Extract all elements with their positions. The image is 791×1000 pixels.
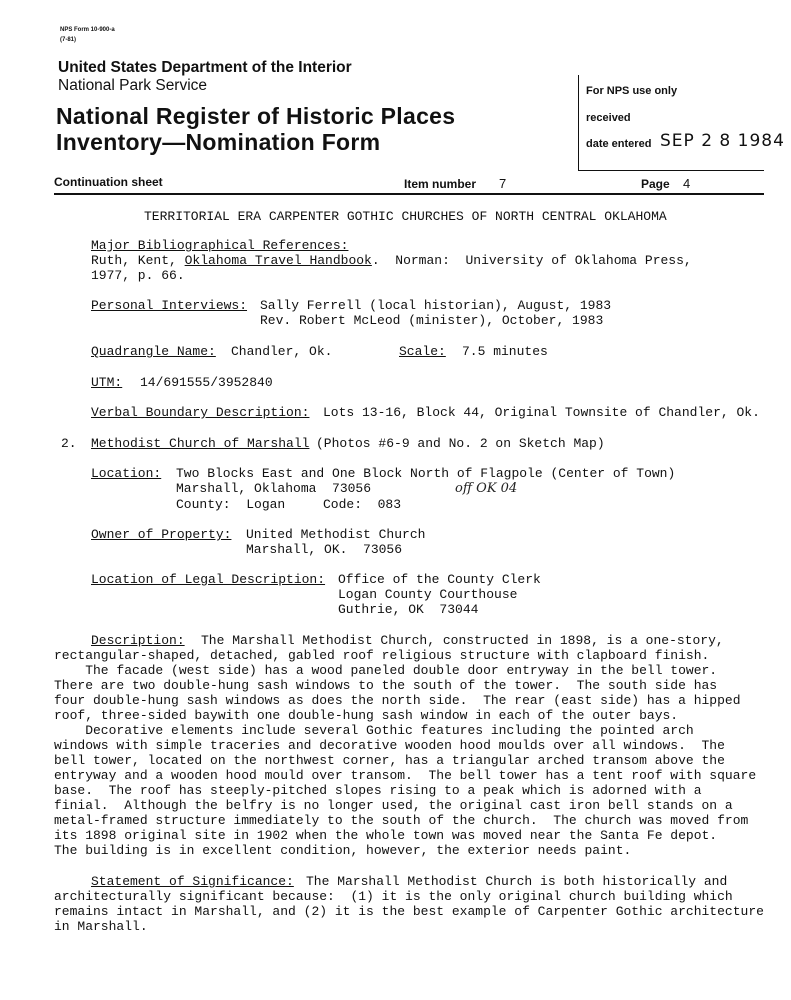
utm-heading: UTM: — [91, 375, 123, 390]
interview-1: Sally Ferrell (local historian), August, 1983 — [260, 298, 612, 313]
description-line: four double-hung sash windows as does the north side. The rear (east side) has a hipped — [54, 693, 741, 708]
interviews-heading: Personal Interviews: — [91, 298, 248, 313]
item-number-label: Item number — [404, 177, 477, 191]
bibliography-heading: Major Bibliographical References: — [91, 238, 349, 253]
description-line: entryway and a wooden hood mould over transom. The bell tower has a tent roof with square — [54, 768, 757, 783]
date-entered-stamp: SEP 2 8 1984 — [660, 131, 785, 151]
location-code: Code: 083 — [323, 497, 402, 512]
interview-2: Rev. Robert McLeod (minister), October, 1983 — [260, 313, 604, 328]
significance-heading: Statement of Significance: — [91, 874, 294, 889]
owner-line1: United Methodist Church — [246, 527, 426, 542]
document-title: TERRITORIAL ERA CARPENTER GOTHIC CHURCHES OF NORTH CENTRAL OKLAHOMA — [144, 209, 667, 224]
significance-line: in Marshall. — [54, 919, 148, 934]
handwritten-annotation: off OK 04 — [455, 481, 518, 496]
utm-value: 14/691555/3952840 — [140, 375, 273, 390]
location-line2: Marshall, Oklahoma 73056 — [176, 481, 372, 496]
nps-box-bottom-border — [578, 170, 764, 171]
legal-line3: Guthrie, OK 73044 — [338, 602, 479, 617]
form-title-line1: National Register of Historic Places — [56, 103, 456, 129]
owner-heading: Owner of Property: — [91, 527, 232, 542]
owner-line2: Marshall, OK. 73056 — [246, 542, 403, 557]
item-number-value: 7 — [499, 176, 507, 191]
bibliography-author: Ruth, Kent, — [91, 253, 185, 268]
scale-value: 7.5 minutes — [462, 344, 548, 359]
significance-line: architecturally significant because: (1) it is the only original church building which — [54, 889, 733, 904]
description-line: its 1898 original site in 1902 when the whole town was moved near the Santa Fe depot. — [54, 828, 718, 843]
form-number-line1: NPS Form 10-900-a — [60, 27, 115, 33]
quadrangle-value: Chandler, Ok. — [231, 344, 333, 359]
department-name: United States Department of the Interior — [58, 59, 352, 76]
description-line: The building is in excellent condition, however, the exterior needs paint. — [54, 843, 632, 858]
description-line: base. The roof has steeply-pitched slopes rising to a peak which is adorned with a — [54, 783, 702, 798]
description-heading: Description: — [91, 633, 185, 648]
legal-description-heading: Location of Legal Description: — [91, 572, 326, 587]
boundary-value: Lots 13-16, Block 44, Original Townsite of Chandler, Ok. — [323, 405, 760, 420]
description-line: There are two double-hung sash windows to the south of the tower. The south side has — [54, 678, 718, 693]
location-line1: Two Blocks East and One Block North of Flagpole (Center of Town) — [176, 466, 676, 481]
item-2-number: 2. — [61, 436, 77, 451]
bibliography-line2: 1977, p. 66. — [91, 268, 185, 283]
item-2-photos: (Photos #6-9 and No. 2 on Sketch Map) — [316, 436, 605, 451]
header-rule — [54, 193, 764, 195]
location-heading: Location: — [91, 466, 162, 481]
form-number-line2: (7-81) — [60, 37, 77, 43]
significance-first-line: The Marshall Methodist Church is both historically and — [306, 874, 728, 889]
description-line: Decorative elements include several Gothic features including the pointed arch — [54, 723, 694, 738]
date-entered-label: date entered — [586, 138, 652, 150]
bibliography-publisher: . Norman: University of Oklahoma Press, — [371, 253, 692, 268]
description-line: bell tower, located on the northwest corner, has a triangular arched transom above the — [54, 753, 725, 768]
received-label: received — [586, 112, 631, 124]
description-line: roof, three-sided baywith one double-hung sash window in each of the outer bays. — [54, 708, 679, 723]
legal-line2: Logan County Courthouse — [338, 587, 518, 602]
description-line: The facade (west side) has a wood paneled double door entryway in the bell tower. — [54, 663, 718, 678]
location-county: County: Logan — [176, 497, 286, 512]
continuation-sheet-label: Continuation sheet — [54, 175, 163, 189]
description-line: finial. Although the belfry is no longer used, the original cast iron bell stands on a — [54, 798, 733, 813]
page-value: 4 — [683, 176, 691, 191]
service-name: National Park Service — [58, 77, 208, 94]
nps-use-only-label: For NPS use only — [586, 85, 678, 97]
description-line: The Marshall Methodist Church, constructed in 1898, is a one-story, — [201, 633, 724, 648]
description-line: rectangular-shaped, detached, gabled roof religious structure with clapboard finish. — [54, 648, 710, 663]
bibliography-book-title: Oklahoma Travel Handbook — [184, 253, 372, 268]
description-line: metal-framed structure immediately to the south of the church. The church was moved from — [54, 813, 749, 828]
page-label: Page — [641, 177, 670, 191]
nps-box-border — [578, 75, 579, 171]
scale-heading: Scale: — [399, 344, 446, 359]
bibliography-line1 — [91, 253, 692, 268]
boundary-heading: Verbal Boundary Description: — [91, 405, 310, 420]
quadrangle-heading: Quadrangle Name: — [91, 344, 216, 359]
form-title-line2: Inventory—Nomination Form — [56, 129, 381, 155]
description-line: windows with simple traceries and decorative wooden hood moulds over all windows. The — [54, 738, 725, 753]
item-2-name: Methodist Church of Marshall — [91, 436, 310, 451]
significance-line: remains intact in Marshall, and (2) it is the best example of Carpenter Gothic architecture — [54, 904, 764, 919]
legal-line1: Office of the County Clerk — [338, 572, 541, 587]
